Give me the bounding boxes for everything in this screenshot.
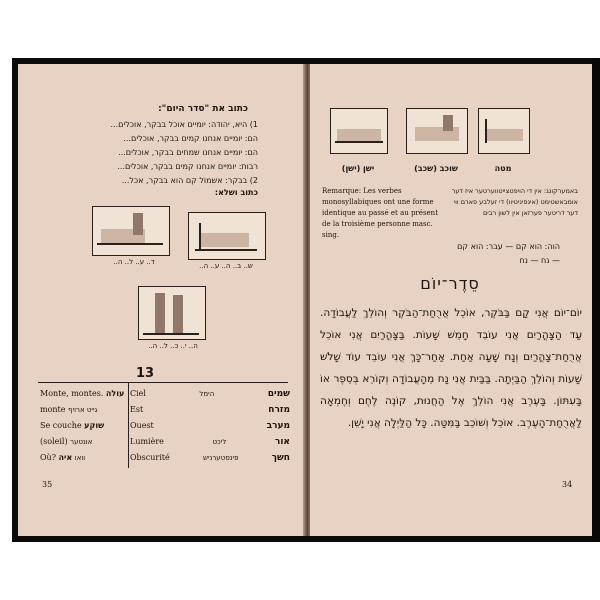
french-word: Obscurité <box>130 453 170 462</box>
picture-label: מטה <box>494 164 512 173</box>
hebrew-word: חשך <box>271 453 290 463</box>
right-page <box>310 64 592 536</box>
lesson-number: 13 <box>136 366 155 381</box>
picture-caption: ה.. י.. כ.. ל.. ה.. <box>148 342 198 350</box>
yiddish-word: גייט ארויף <box>68 406 98 414</box>
verb-row <box>40 434 128 450</box>
french-word: Lumière <box>130 437 164 446</box>
vocab-row <box>130 386 290 402</box>
yiddish-word: פינסטערניש <box>203 454 239 462</box>
section-title: סֵדֶר־יוֹם <box>420 274 480 293</box>
vocab-row <box>130 402 290 418</box>
verb-list <box>40 386 128 466</box>
illustration-nurse <box>92 206 170 256</box>
french-word: Monte, montes. <box>40 389 104 398</box>
exercise-line: רבות: יומיים אנחנו קמים בבקר, אוכלים... <box>117 162 258 171</box>
paragraph: בָּעֶרֶב אֲנִי הוֹלֵךְ אֶל הַחֲנוּת, קוֹנֶה לֶחֶם וְחֶמְאָה לַאֲרֻחַת־הָעֶרֶב. אוֹכֵל וְשׁוֹכֵב בַּמִּטָּה. כָּל הַלַּיְלָה אֲנִי יָשֵׁן. <box>320 395 582 429</box>
french-word: (soleil) <box>40 437 68 446</box>
vocab-row <box>130 450 290 466</box>
open-book <box>12 58 600 542</box>
illustration-lying <box>406 108 468 154</box>
hebrew-word: שמים <box>267 389 290 399</box>
picture-caption: ד.. ע.. ל.. ה.. <box>113 258 155 266</box>
french-word: monte <box>40 405 66 414</box>
picture-label: שוכב (שכב) <box>414 164 458 173</box>
instruction-text: כתוב ושלא: <box>214 188 258 197</box>
paragraph: בַּבַּיִת אֲנִי נָח מֵהָעֲבוֹדָה וְקוֹרֵא בְּסֵפֶר אוֹ בָּעִתּוֹן. <box>320 373 582 407</box>
verb-row <box>40 418 128 434</box>
hebrew-word: שוקע <box>84 421 105 430</box>
yiddish-note: באמערקונג: אין די הויפטצייטווערטער איז דער אומבאשטימט (אינפיניטיוו) די זעלבע פארם ווי דער דריטער פערזאן אין לשון רבים <box>451 187 578 217</box>
hebrew-word: עולה <box>105 389 125 398</box>
picture-caption: ש.. ב.. ה.. ע.. ה.. <box>199 262 253 270</box>
hebrew-word: איה <box>58 453 73 462</box>
yiddish-word: אונטער <box>70 438 93 446</box>
vocab-row <box>130 418 290 434</box>
vocab-list <box>130 386 290 466</box>
exercise-line: הם: יומיים אנחנו קמים בבקר, אוכלים... <box>123 134 258 143</box>
illustration-sleeping <box>330 108 388 154</box>
exercise-line: הם: יומיים אנחנו שמחים בבקר, אוכלים... <box>118 148 258 157</box>
paragraph: בַּצָּהֳרַיִם אֲנִי אוֹכֵל אֲרֻחַת־צָהֳרַיִם וְנָח שָׁעָה אַחַת. <box>320 329 582 363</box>
exercise-line: 1) היא, יהודה: יומיים אוכל בבקר, אוכלים... <box>110 120 258 129</box>
hebrew-word: מזרח <box>268 405 290 415</box>
page-number: 35 <box>42 480 53 489</box>
hebrew-word: מערב <box>266 421 290 431</box>
picture-label: ישן (ישן) <box>341 164 375 173</box>
french-word: Ouest <box>130 421 154 430</box>
french-word: Se couche <box>40 421 82 430</box>
verb-forms: הוה: הוא קם — עבר: הוא קם — נח — נח <box>457 242 560 265</box>
book-edge <box>592 58 600 542</box>
remarque-text: Remarque: Les verbes monosyllabiques ont une forme identique au passé et au présent de la troisième personne masc. sing. <box>322 187 439 239</box>
french-word: Ciel <box>130 389 146 398</box>
vocab-row <box>130 434 290 450</box>
hebrew-word: אור <box>274 437 290 447</box>
exercise-line: 2) בבקר: אשמוֹל קם הוא בבקר, אכל... <box>121 176 258 185</box>
french-word: Où? <box>40 453 56 462</box>
illustration-bed <box>188 212 266 260</box>
page-number: 34 <box>562 480 573 489</box>
yiddish-word: ליכט <box>212 438 227 446</box>
exercise-list <box>68 118 258 188</box>
french-word: Est <box>130 405 144 414</box>
illustration-figures <box>138 286 206 340</box>
paragraph: יוֹם־יוֹם אֲנִי קָם בַּבֹּקֶר, אוֹכֵל אֲרֻחַת־הַבֹּקֶר וְהוֹלֵךְ לַעֲבוֹדָה. עַד הַצָּהֳרַיִם אֲנִי עוֹבֵד חָמֵשׁ שָׁעוֹת. <box>320 307 582 341</box>
yiddish-word: הימל <box>199 390 215 398</box>
instruction-text: כתוב את "סדר היום": <box>158 104 248 114</box>
verb-row <box>40 450 128 466</box>
illustration-bed <box>478 108 530 154</box>
verb-row <box>40 402 128 418</box>
left-page <box>18 64 305 536</box>
paragraph: אַחַר־כָּךְ אֲנִי עוֹבֵד עוֹד שָׁלֹשׁ שָׁעוֹת וְהוֹלֵךְ הַבַּיְתָה. <box>320 351 583 385</box>
verb-row <box>40 386 128 402</box>
yiddish-word: וואו <box>74 454 86 462</box>
reading-text <box>320 302 582 434</box>
